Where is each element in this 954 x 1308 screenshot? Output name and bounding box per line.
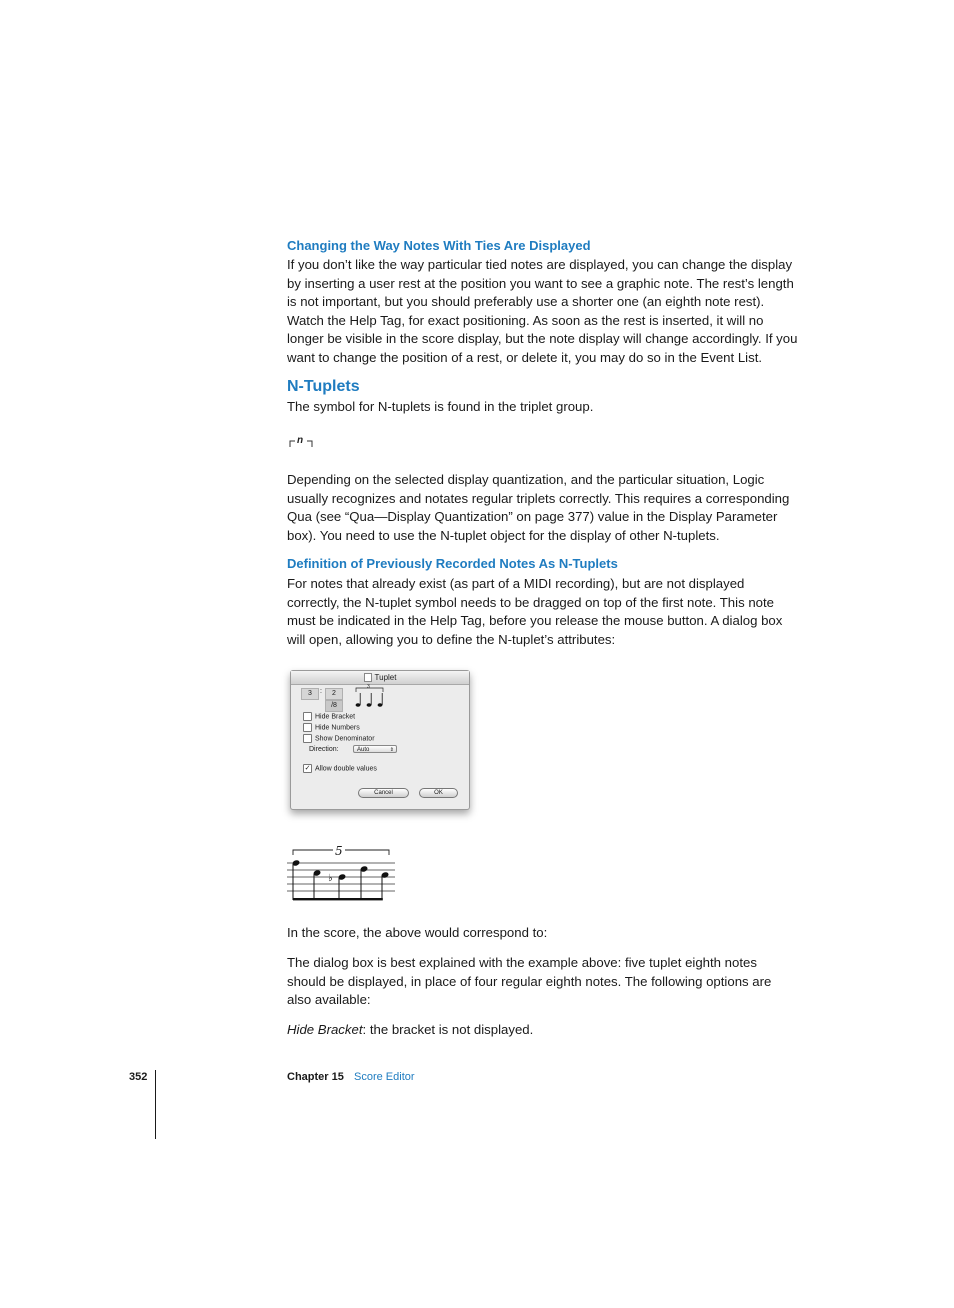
popup-arrows-icon: ⇕ (389, 747, 394, 753)
score-tuplet-number: 5 (335, 844, 343, 858)
hide-bracket-term: Hide Bracket (287, 1022, 363, 1037)
chapter-label: Chapter 15 (287, 1071, 344, 1083)
hide-bracket-checkbox[interactable] (303, 712, 312, 721)
ties-paragraph: If you don’t like the way particular tied notes are displayed, you can change the display by inserting a user rest at the position you want to see a graphic note. The rest’s length is not important, but you should preferably use a shorter one (an eighth note rest). Watch the Help Tag, for exact positioning. As soon as the rest is inserted, it will no longer be visible in the score display, but the note display will change accordingly. If you want to change the position of a rest, or delete it, you may do so in the Event List. (287, 257, 798, 365)
ntuplet-symbol-icon (289, 436, 313, 448)
hide-bracket-option[interactable] (303, 712, 355, 721)
note-value-field[interactable]: /8 (325, 700, 343, 712)
ntuplets-intro: The symbol for N-tuplets is found in the triplet group. (287, 399, 594, 414)
hide-bracket-label: Hide Bracket (315, 713, 356, 721)
hide-numbers-option[interactable] (303, 723, 360, 732)
ok-button[interactable]: OK (419, 788, 458, 798)
cancel-button[interactable]: Cancel (358, 788, 409, 798)
section-heading-ntuplets: N-Tuplets (287, 378, 360, 395)
tuplet-dialog (290, 670, 470, 810)
tuplet-denominator-field[interactable]: 2 (325, 688, 343, 700)
ratio-separator: : (320, 688, 322, 695)
score-example (287, 844, 397, 904)
direction-label: Direction: (309, 746, 339, 753)
dialog-titlebar (291, 671, 469, 685)
allow-double-label: Allow double values (315, 765, 377, 773)
footer-divider (155, 1070, 156, 1139)
score-correspond-paragraph: In the score, the above would correspond to: (287, 925, 548, 940)
show-denominator-checkbox[interactable] (303, 734, 312, 743)
section-heading-ties: Changing the Way Notes With Ties Are Displayed (287, 238, 591, 253)
ntuplet-symbol-letter: n (297, 435, 304, 446)
preview-tuplet-number: 3 (367, 684, 370, 690)
hide-numbers-label: Hide Numbers (315, 724, 360, 732)
dialog-explained-paragraph: The dialog box is best explained with the example above: five tuplet eighth notes should be displayed, in place of four regular eighth notes. The following options are also available: (287, 955, 772, 1008)
show-denominator-label: Show Denominator (315, 735, 375, 743)
definition-paragraph: For notes that already exist (as part of a MIDI recording), but are not displayed correctly, the N-tuplet symbol needs to be dragged on top of the first note. This note must be indicated in the Help Tag, before you release the mouse button. A dialog box will open, allowing you to define the N-tuplet’s attributes: (287, 576, 783, 647)
tuplet-numerator-field[interactable]: 3 (301, 688, 319, 700)
show-denominator-option[interactable] (303, 734, 375, 743)
direction-value: Auto (357, 747, 370, 753)
hide-numbers-checkbox[interactable] (303, 723, 312, 732)
allow-double-option[interactable] (303, 764, 377, 773)
page-number: 352 (129, 1071, 148, 1083)
ntuplets-paragraph: Depending on the selected display quantization, and the particular situation, Logic usually recognizes and notates regular triplets correctly. This requires a corresponding Qua (see “Qua—Display Quantization” on page 377) value in the Display Parameter box). You need to use the N-tuplet object for the display of other N-tuplets. (287, 472, 790, 543)
section-heading-definition: Definition of Previously Recorded Notes As N-Tuplets (287, 556, 618, 571)
allow-double-checkbox[interactable]: ✓ (304, 765, 311, 772)
direction-popup[interactable] (353, 745, 397, 753)
tuplet-preview (353, 685, 387, 709)
chapter-title-link[interactable]: Score Editor (354, 1071, 415, 1083)
hide-bracket-paragraph (287, 1021, 799, 1040)
svg-text:♭: ♭ (328, 873, 333, 884)
document-icon (364, 673, 372, 682)
dialog-title: Tuplet (374, 673, 397, 682)
hide-bracket-description: : the bracket is not displayed. (362, 1022, 534, 1037)
